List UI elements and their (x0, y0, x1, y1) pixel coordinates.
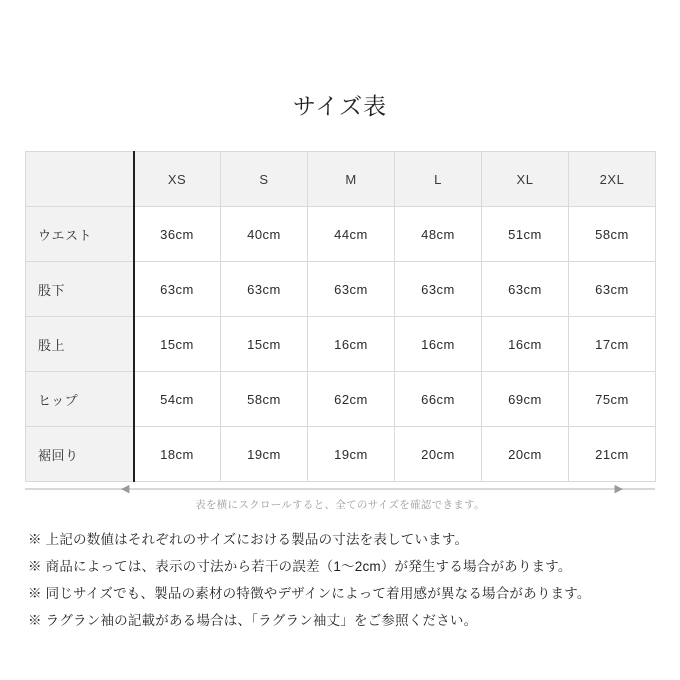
cell-rise-l: 16cm (395, 317, 482, 372)
table-row (26, 427, 656, 482)
size-table-body (26, 207, 656, 482)
cell-hip-xs: 54cm (134, 372, 221, 427)
table-row (26, 262, 656, 317)
cell-hip-2xl: 75cm (569, 372, 656, 427)
table-row (26, 207, 656, 262)
size-table-header (26, 152, 656, 207)
scroll-right-arrow-icon[interactable]: ▶ (614, 483, 623, 495)
cell-rise-xl: 16cm (482, 317, 569, 372)
cell-waist-m: 44cm (308, 207, 395, 262)
cell-hem-2xl: 21cm (569, 427, 656, 482)
cell-inseam-s: 63cm (221, 262, 308, 317)
cell-rise-xs: 15cm (134, 317, 221, 372)
column-header-l: L (395, 152, 482, 207)
cell-hem-m: 19cm (308, 427, 395, 482)
row-header-hip: ヒップ (26, 372, 134, 427)
cell-inseam-xs: 63cm (134, 262, 221, 317)
table-row (26, 372, 656, 427)
notes-section (28, 526, 652, 634)
cell-inseam-m: 63cm (308, 262, 395, 317)
cell-hip-m: 62cm (308, 372, 395, 427)
note-line-4: ※ ラグラン袖の記載がある場合は、「ラグラン袖丈」をご参照ください。 (28, 613, 478, 628)
column-header-2xl: 2XL (569, 152, 656, 207)
cell-waist-xl: 51cm (482, 207, 569, 262)
cell-rise-2xl: 17cm (569, 317, 656, 372)
scroll-hint-text: 表を横にスクロールすると、全てのサイズを確認できます。 (195, 499, 485, 511)
column-header-xl: XL (482, 152, 569, 207)
note-line-1: ※ 上記の数値はそれぞれのサイズにおける製品の寸法を表しています。 (28, 532, 469, 547)
column-header-m: M (308, 152, 395, 207)
scroll-left-arrow-icon[interactable]: ◀ (121, 483, 130, 495)
cell-hip-l: 66cm (395, 372, 482, 427)
column-header-xs: XS (134, 152, 221, 207)
cell-hem-xs: 18cm (134, 427, 221, 482)
cell-rise-m: 16cm (308, 317, 395, 372)
cell-inseam-2xl: 63cm (569, 262, 656, 317)
cell-waist-s: 40cm (221, 207, 308, 262)
note-line-3: ※ 同じサイズでも、製品の素材の特徴やデザインによって着用感が異なる場合があります。 (28, 586, 591, 601)
page-title: サイズ表 (292, 93, 388, 119)
table-row (26, 317, 656, 372)
cell-rise-s: 15cm (221, 317, 308, 372)
table-header-row (26, 152, 656, 207)
scrollbar-track[interactable] (25, 488, 655, 490)
cell-hem-s: 19cm (221, 427, 308, 482)
size-table (25, 151, 656, 482)
cell-hem-l: 20cm (395, 427, 482, 482)
horizontal-scrollbar[interactable] (25, 482, 655, 496)
cell-waist-2xl: 58cm (569, 207, 656, 262)
cell-hip-xl: 69cm (482, 372, 569, 427)
cell-inseam-l: 63cm (395, 262, 482, 317)
frozen-column-divider (133, 151, 135, 482)
size-table-container (25, 151, 655, 482)
cell-inseam-xl: 63cm (482, 262, 569, 317)
row-header-hem: 裾回り (26, 427, 134, 482)
row-header-rise: 股上 (26, 317, 134, 372)
cell-hip-s: 58cm (221, 372, 308, 427)
cell-waist-xs: 36cm (134, 207, 221, 262)
cell-hem-xl: 20cm (482, 427, 569, 482)
cell-waist-l: 48cm (395, 207, 482, 262)
row-header-waist: ウエスト (26, 207, 134, 262)
column-header-s: S (221, 152, 308, 207)
note-line-2: ※ 商品によっては、表示の寸法から若干の誤差（1〜2cm）が発生する場合があります。 (28, 559, 572, 574)
table-corner-cell (26, 152, 134, 207)
row-header-inseam: 股下 (26, 262, 134, 317)
